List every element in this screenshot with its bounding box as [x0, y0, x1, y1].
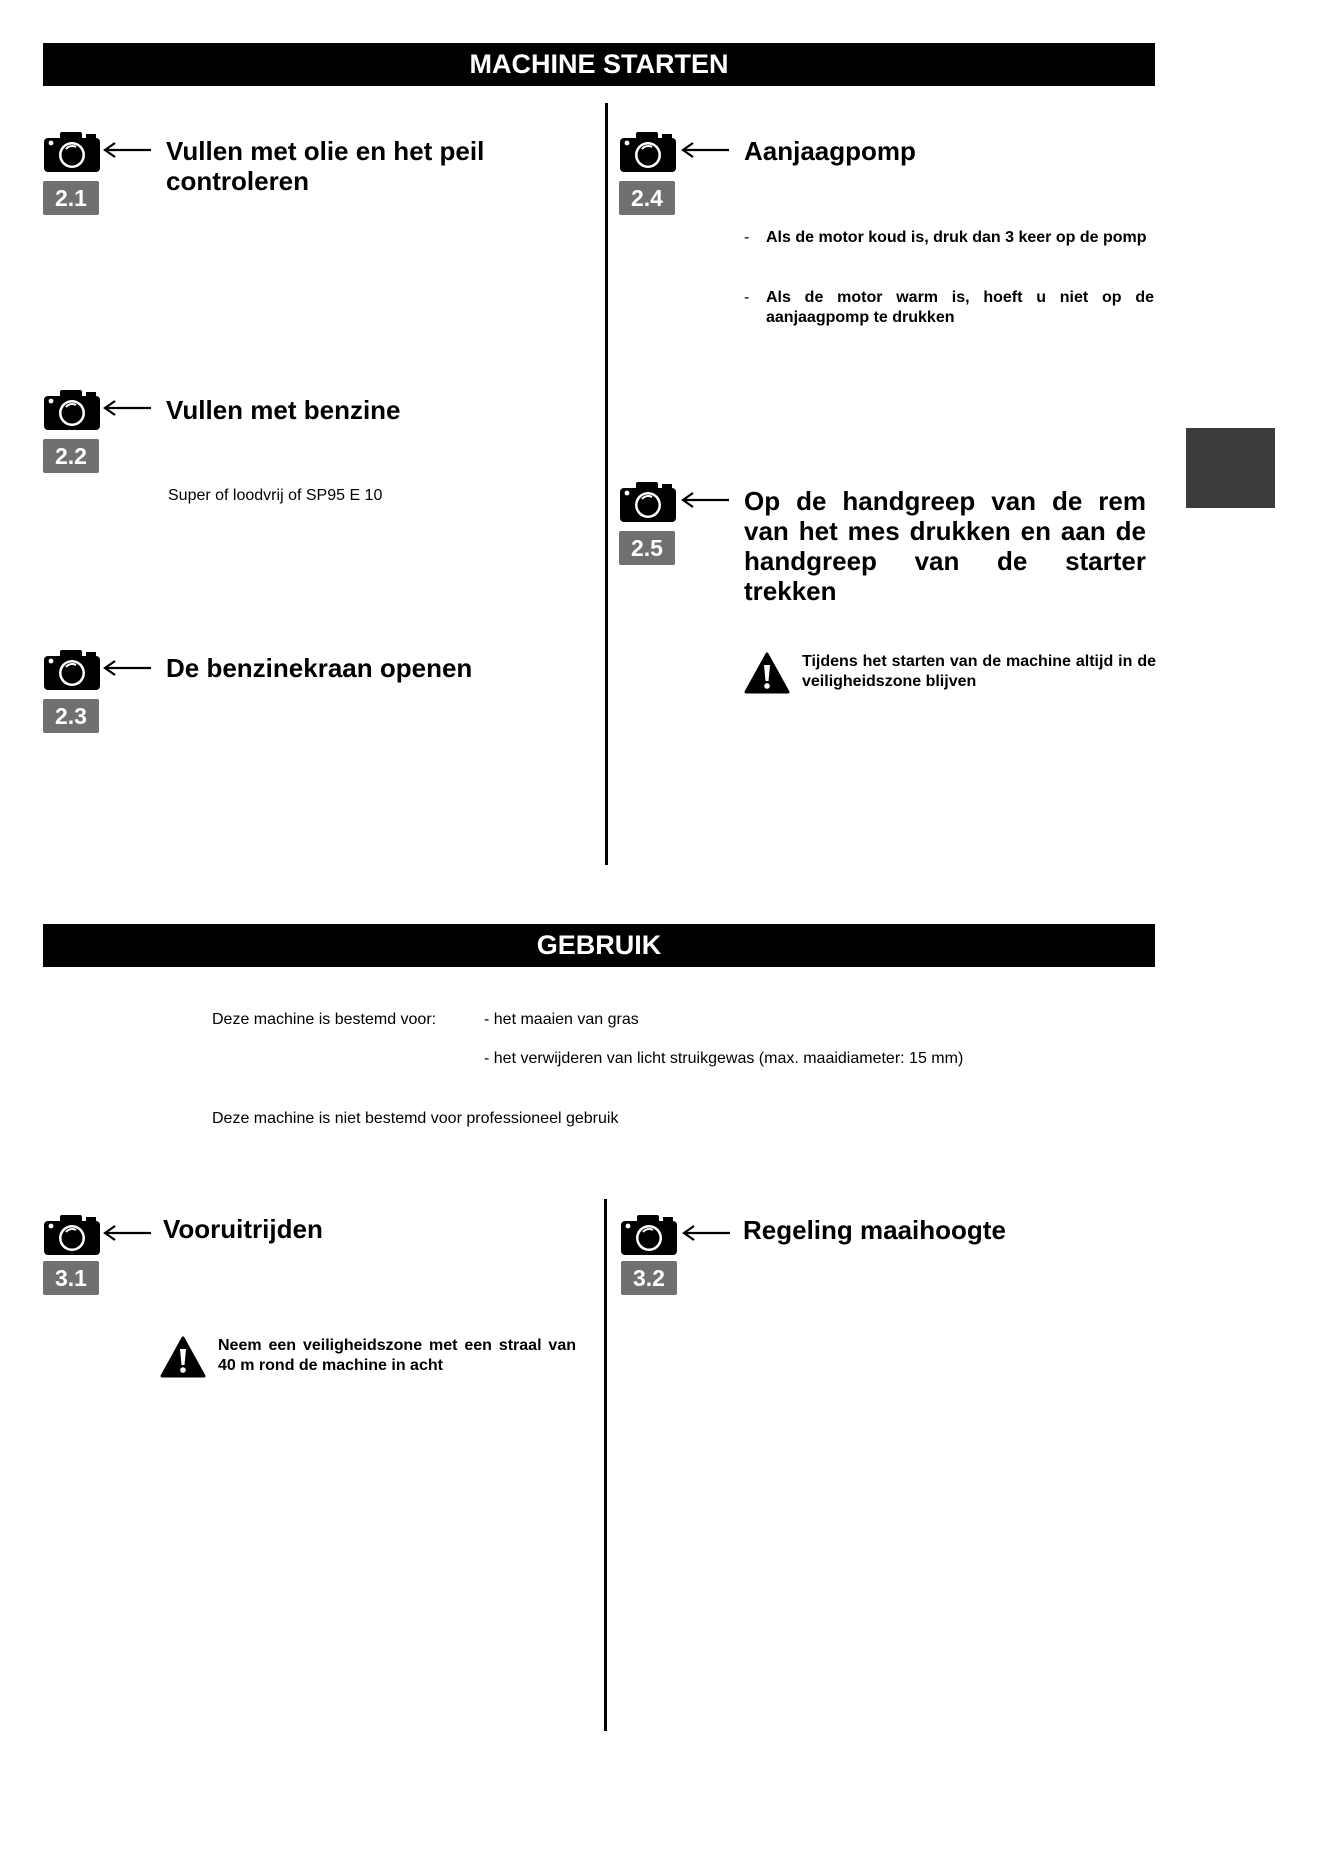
step-badge: 3.1 — [43, 1261, 99, 1295]
bullet-dash: - — [744, 289, 750, 306]
warning-note — [160, 1336, 576, 1378]
camera-icon — [618, 130, 678, 174]
camera-icon — [42, 130, 102, 174]
bullet-dash: - — [744, 229, 750, 246]
step-title: Vullen met benzine — [166, 395, 401, 425]
intended-use-label: Deze machine is bestemd voor: — [212, 1011, 437, 1028]
arrow-left-icon — [681, 492, 729, 508]
warning-triangle-icon — [744, 652, 790, 694]
not-intended-note: Deze machine is niet bestemd voor professioneel gebruik — [212, 1110, 619, 1127]
camera-icon — [619, 1213, 679, 1257]
arrow-left-icon — [103, 142, 151, 158]
step-badge: 2.3 — [43, 699, 99, 733]
warning-triangle-icon — [160, 1336, 206, 1378]
bullet-text: Als de motor warm is, hoeft u niet op de aanjaagpomp te drukken — [766, 289, 1154, 326]
section-title: GEBRUIK — [536, 930, 662, 960]
step-badge: 2.1 — [43, 181, 99, 215]
section-banner-gebruik — [43, 924, 1155, 967]
fuel-note: Super of loodvrij of SP95 E 10 — [168, 487, 383, 504]
intended-use-item: - het maaien van gras — [484, 1011, 639, 1028]
step-title: Op de handgreep van de rem van het mes drukken en aan de handgreep van de starter trekken — [744, 486, 1146, 606]
list-item — [744, 288, 1154, 328]
camera-icon — [42, 1213, 102, 1257]
step-title: Regeling maaihoogte — [743, 1215, 1006, 1245]
camera-icon — [618, 480, 678, 524]
intended-use-item: - het verwijderen van licht struikgewas (max. maaidiameter: 15 mm) — [484, 1050, 964, 1067]
arrow-left-icon — [103, 400, 151, 416]
warning-text: Neem een veiligheidszone met een straal van 40 m rond de machine in acht — [218, 1337, 576, 1374]
side-tab — [1186, 428, 1275, 508]
section-title: MACHINE STARTEN — [469, 49, 729, 79]
step-badge: 3.2 — [621, 1261, 677, 1295]
column-divider — [604, 1199, 607, 1731]
arrow-left-icon — [103, 1225, 151, 1241]
step-badge: 2.5 — [619, 531, 675, 565]
warning-text: Tijdens het starten van de machine altijd in de veiligheidszone blijven — [802, 653, 1156, 690]
step-badge: 2.4 — [619, 181, 675, 215]
list-item — [744, 228, 1154, 248]
warning-note — [744, 652, 1156, 694]
arrow-left-icon — [103, 660, 151, 676]
arrow-left-icon — [681, 142, 729, 158]
step-badge: 2.2 — [43, 439, 99, 473]
step-title: De benzinekraan openen — [166, 653, 473, 683]
step-title: Vullen met olie en het peil controleren — [166, 136, 485, 196]
arrow-left-icon — [682, 1225, 730, 1241]
bullet-text: Als de motor koud is, druk dan 3 keer op de pomp — [766, 229, 1147, 246]
section-banner-machine-starten — [43, 43, 1155, 86]
step-title: Vooruitrijden — [163, 1214, 323, 1244]
camera-icon — [42, 648, 102, 692]
camera-icon — [42, 388, 102, 432]
step-title: Aanjaagpomp — [744, 136, 916, 166]
column-divider — [605, 103, 608, 865]
